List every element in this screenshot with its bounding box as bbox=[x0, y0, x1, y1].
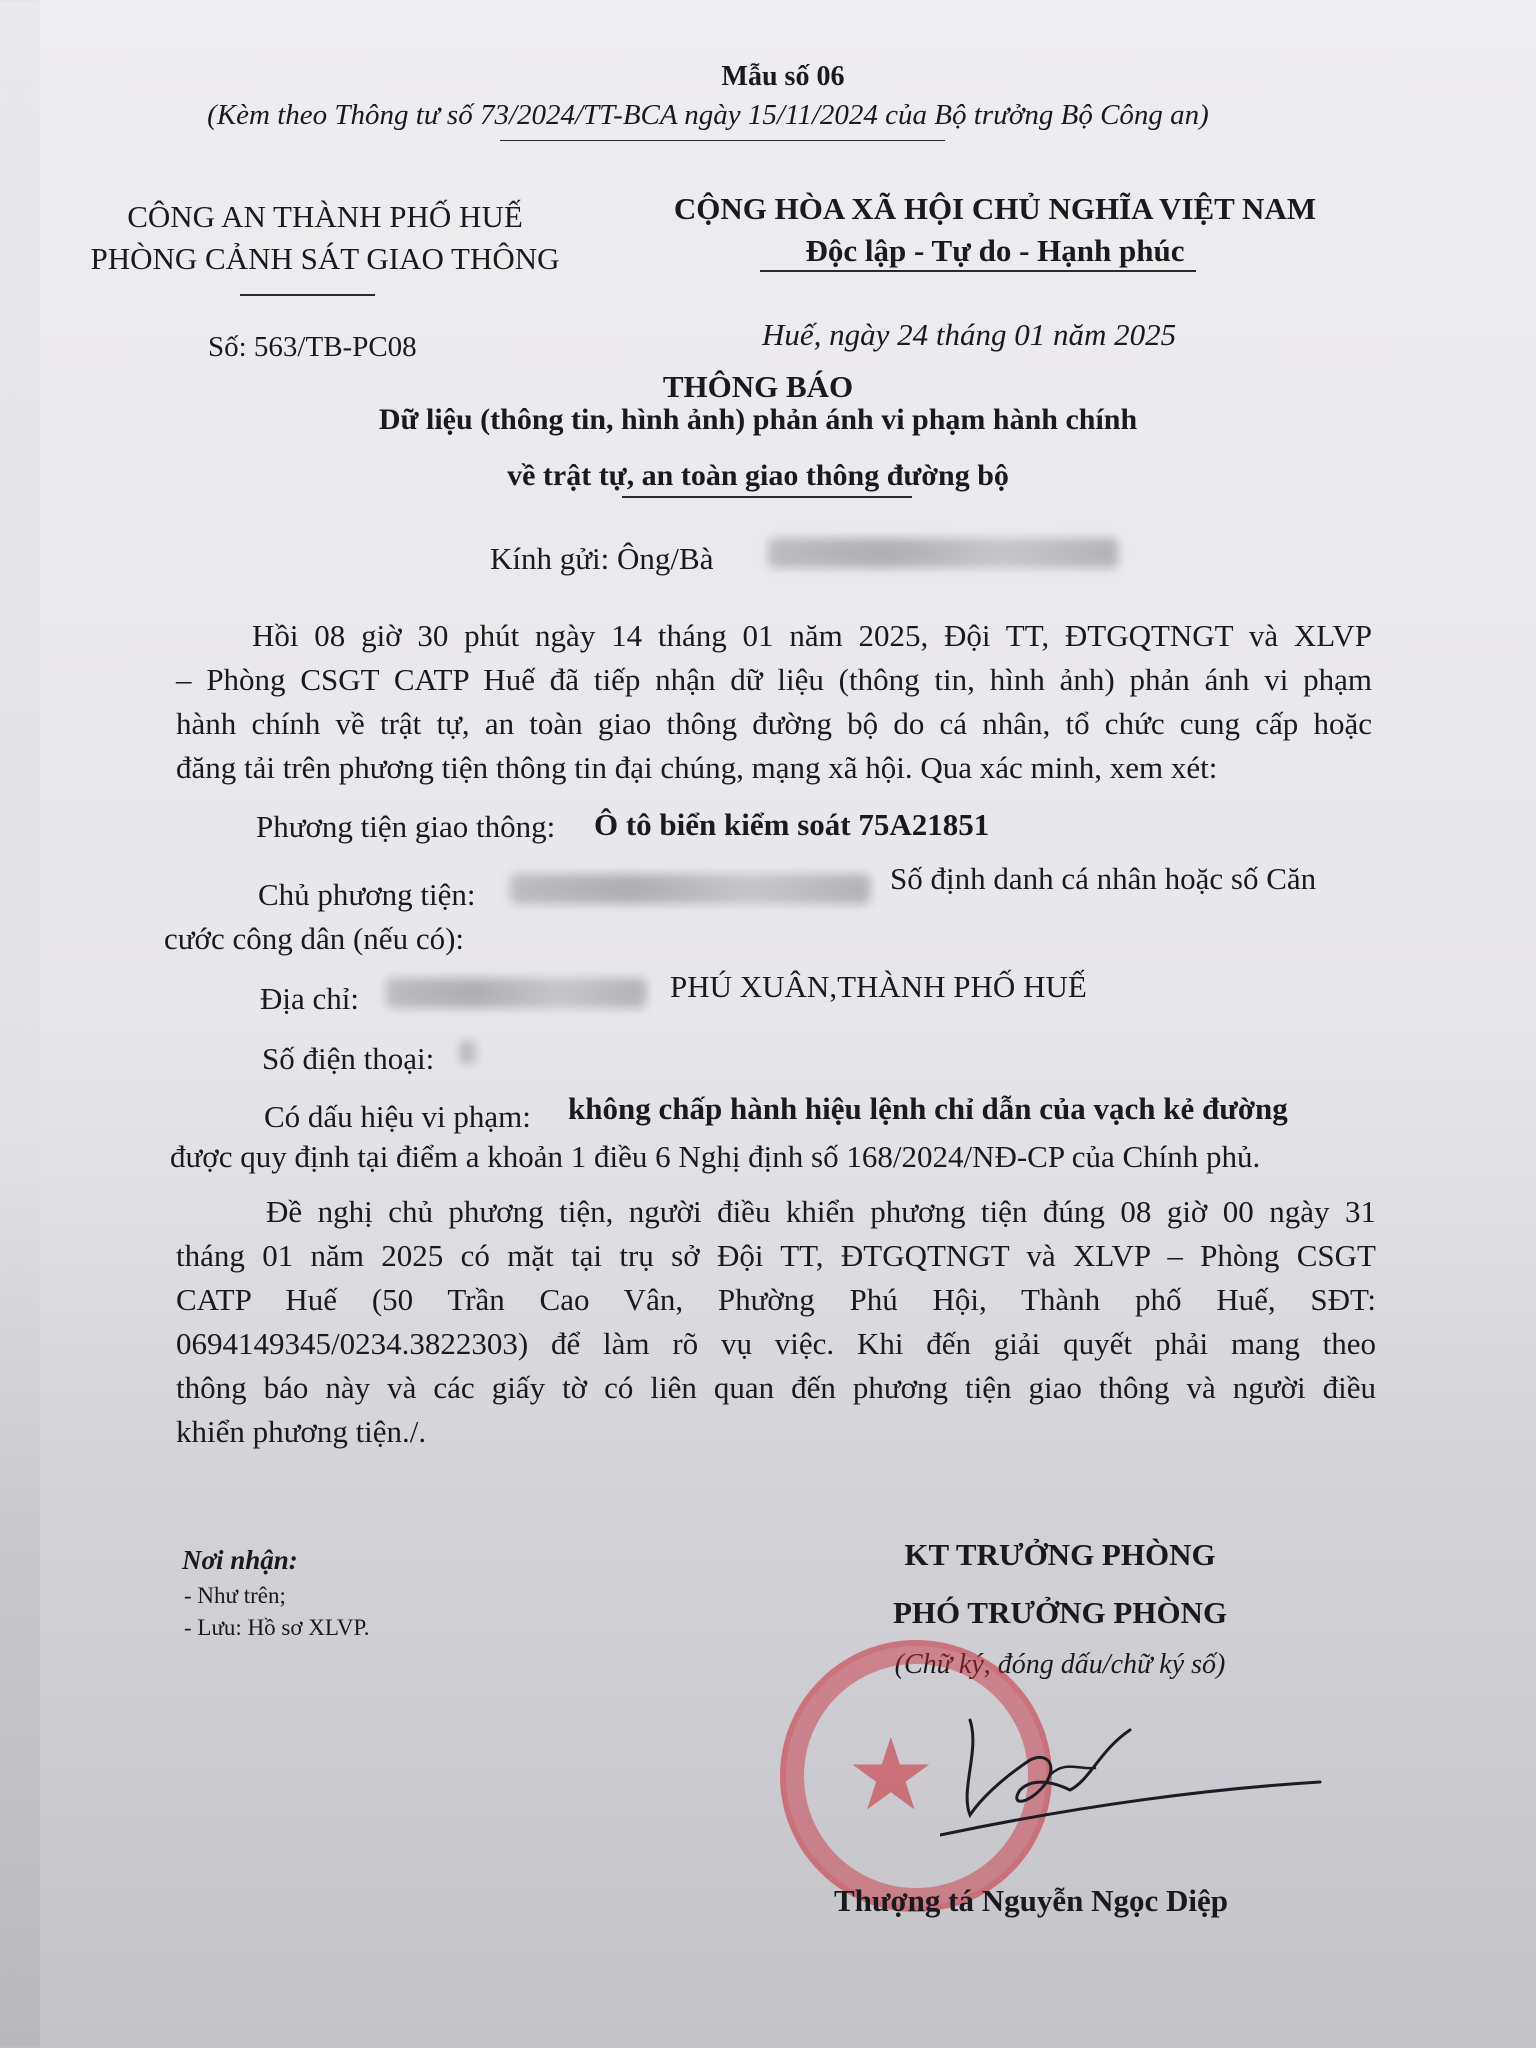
signer-name: Thượng tá Nguyễn Ngọc Diệp bbox=[834, 1883, 1229, 1918]
request-line: khiển phương tiện./. bbox=[176, 1414, 427, 1449]
request-line: Đề nghị chủ phương tiện, người điều khiển phương tiện đúng 08 giờ 00 ngày 31 bbox=[266, 1194, 1376, 1229]
recipients-title: Nơi nhận: bbox=[182, 1545, 298, 1575]
form-divider bbox=[500, 140, 945, 141]
redacted-owner-name bbox=[510, 874, 870, 904]
recipients-item: - Như trên; bbox=[184, 1583, 286, 1608]
agency-parent: CÔNG AN THÀNH PHỐ HUẾ bbox=[127, 199, 523, 234]
request-line: 0694149345/0234.3822303) để làm rõ vụ việc. Khi đến giải quyết phải mang theo bbox=[176, 1326, 1376, 1361]
intro-line: – Phòng CSGT CATP Huế đã tiếp nhận dữ liệu (thông tin, hình ảnh) phản ánh vi phạm bbox=[176, 662, 1372, 697]
form-reference: (Kèm theo Thông tư số 73/2024/TT-BCA ngày 15/11/2024 của Bộ trưởng Bộ Công an) bbox=[207, 99, 1209, 131]
address-value: PHÚ XUÂN,THÀNH PHỐ HUẾ bbox=[670, 969, 1087, 1004]
vehicle-value: Ô tô biển kiểm soát 75A21851 bbox=[594, 807, 990, 842]
notice-subject-2: về trật tự, an toàn giao thông đường bộ bbox=[507, 459, 1009, 492]
intro-line: đăng tải trên phương tiện thông tin đại chúng, mạng xã hội. Qua xác minh, xem xét: bbox=[176, 750, 1218, 785]
owner-id-label-cont: cước công dân (nếu có): bbox=[164, 921, 465, 956]
nation-motto: Độc lập - Tự do - Hạnh phúc bbox=[805, 233, 1185, 268]
nation-title: CỘNG HÒA XÃ HỘI CHỦ NGHĨA VIỆT NAM bbox=[673, 191, 1317, 226]
subject-underline bbox=[622, 496, 912, 498]
motto-underline bbox=[760, 270, 1196, 272]
vehicle-label: Phương tiện giao thông: bbox=[256, 809, 556, 844]
owner-id-label: Số định danh cá nhân hoặc số Căn bbox=[890, 861, 1317, 896]
intro-line: hành chính về trật tự, an toàn giao thông đường bộ do cá nhân, tổ chức cung cấp hoặc bbox=[176, 706, 1372, 741]
violation-value: không chấp hành hiệu lệnh chỉ dẫn của vạch kẻ đường bbox=[568, 1091, 1288, 1126]
signer-title-1: KT TRƯỞNG PHÒNG bbox=[904, 1537, 1216, 1572]
request-line: tháng 01 năm 2025 có mặt tại trụ sở Đội TT, ĐTGQTNGT và XLVP – Phòng CSGT bbox=[176, 1238, 1376, 1273]
address-label: Địa chỉ: bbox=[260, 981, 359, 1016]
notice-title: THÔNG BÁO bbox=[662, 369, 854, 404]
request-line: CATP Huế (50 Trần Cao Vân, Phường Phú Hội, Thành phố Huế, SĐT: bbox=[176, 1282, 1376, 1317]
violation-basis: được quy định tại điểm a khoản 1 điều 6 Nghị định số 168/2024/NĐ-CP của Chính phủ. bbox=[170, 1139, 1261, 1174]
signature-note: (Chữ ký, đóng dấu/chữ ký số) bbox=[894, 1649, 1226, 1680]
form-number: Mẫu số 06 bbox=[721, 61, 845, 92]
redacted-address bbox=[386, 978, 646, 1008]
request-paragraph bbox=[176, 1190, 1376, 1454]
request-line: thông báo này và các giấy tờ có liên quan đến phương tiện giao thông và người điều bbox=[176, 1370, 1376, 1405]
stamp-star-icon: ★ bbox=[846, 1716, 936, 1833]
signer-title-2: PHÓ TRƯỞNG PHÒNG bbox=[892, 1595, 1228, 1630]
recipient-label: Kính gửi: Ông/Bà bbox=[490, 541, 714, 576]
redacted-phone bbox=[460, 1040, 476, 1064]
document-date: Huế, ngày 24 tháng 01 năm 2025 bbox=[762, 317, 1177, 352]
intro-line: Hồi 08 giờ 30 phút ngày 14 tháng 01 năm 2025, Đội TT, ĐTGQTNGT và XLVP bbox=[252, 618, 1372, 653]
agency-underline bbox=[240, 294, 375, 296]
document-number: Số: 563/TB-PC08 bbox=[208, 331, 417, 363]
owner-label: Chủ phương tiện: bbox=[258, 877, 476, 912]
notice-subject-1: Dữ liệu (thông tin, hình ảnh) phản ánh vi phạm hành chính bbox=[378, 403, 1138, 436]
violation-label: Có dấu hiệu vi phạm: bbox=[264, 1099, 531, 1134]
recipients-item: - Lưu: Hồ sơ XLVP. bbox=[184, 1615, 370, 1640]
redacted-recipient-name bbox=[768, 538, 1118, 568]
intro-paragraph bbox=[176, 614, 1372, 790]
agency-name: PHÒNG CẢNH SÁT GIAO THÔNG bbox=[90, 241, 560, 276]
phone-label: Số điện thoại: bbox=[262, 1041, 435, 1076]
handwritten-signature bbox=[940, 1690, 1340, 1850]
